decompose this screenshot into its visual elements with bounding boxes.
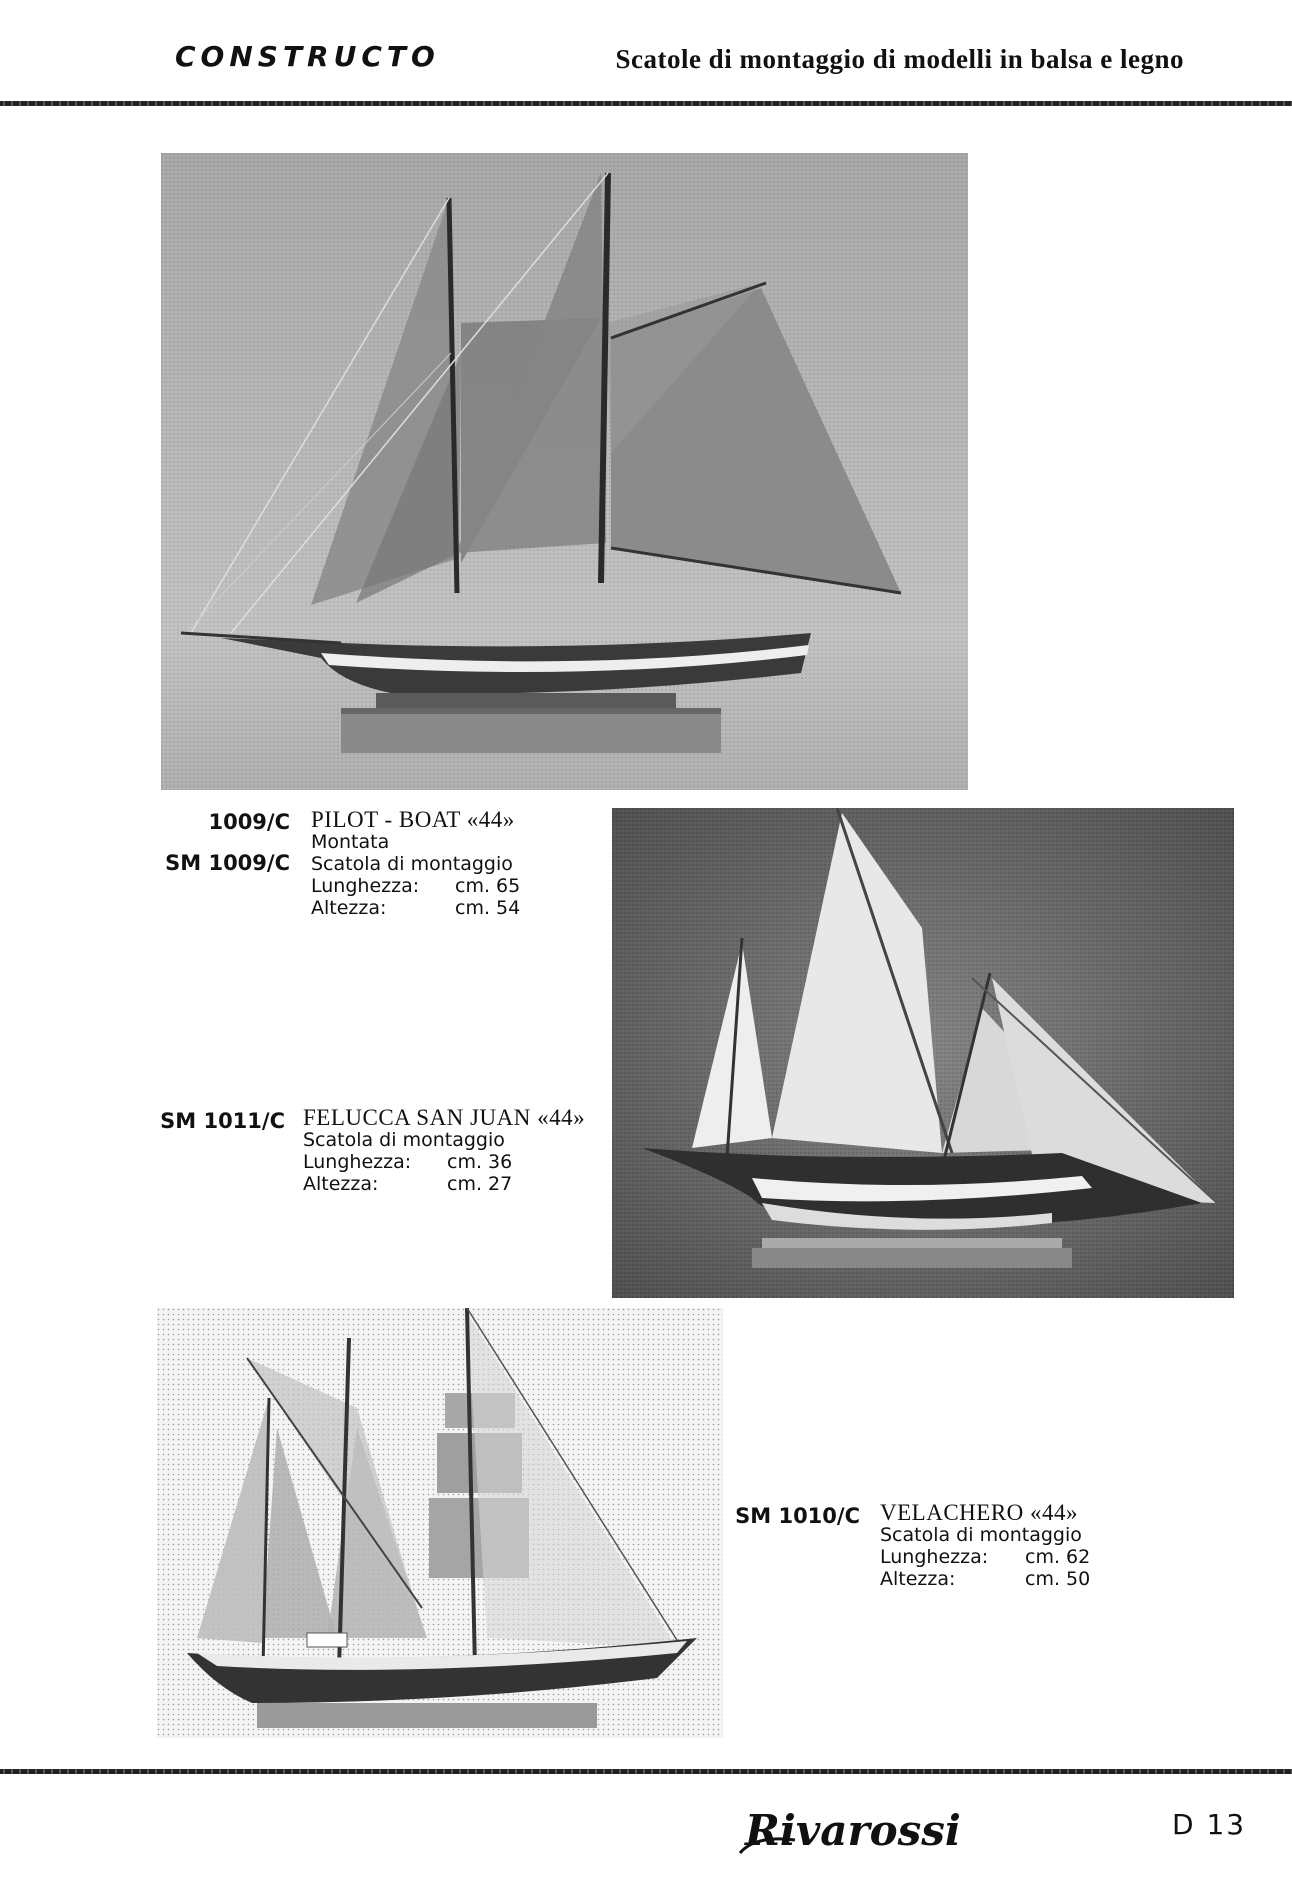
length-label: Lunghezza: — [311, 875, 420, 897]
kit-label: Scatola di montaggio — [311, 853, 513, 875]
product-name: PILOT - BOAT «44» — [311, 807, 515, 832]
product-name: VELACHERO «44» — [880, 1500, 1079, 1525]
kit-label: Scatola di montaggio — [880, 1524, 1082, 1546]
length-label: Lunghezza: — [880, 1546, 989, 1568]
assembled-label: Montata — [311, 831, 390, 853]
product-code: 1009/C — [208, 810, 290, 834]
rivarossi-logo — [735, 1795, 995, 1865]
kit-code: SM 1009/C — [165, 851, 290, 875]
length-value: cm. 62 — [1025, 1546, 1091, 1568]
velachero-photo — [157, 1308, 723, 1738]
bottom-divider — [0, 1769, 1292, 1774]
page-number: D 13 — [1172, 1808, 1247, 1841]
brand-title: CONSTRUCTO — [175, 40, 440, 73]
top-divider — [0, 101, 1292, 106]
pilot-boat-photo — [161, 153, 968, 790]
height-value: cm. 50 — [1025, 1568, 1091, 1590]
page-subtitle: Scatole di montaggio di modelli in balsa e legno — [615, 44, 1184, 74]
height-value: cm. 27 — [447, 1173, 513, 1195]
product-name: FELUCCA SAN JUAN «44» — [303, 1105, 586, 1130]
kit-code: SM 1010/C — [735, 1504, 860, 1528]
logo-text: Rivarossi — [745, 1806, 961, 1855]
kit-label: Scatola di montaggio — [303, 1129, 505, 1151]
height-value: cm. 54 — [455, 897, 521, 919]
height-label: Altezza: — [880, 1568, 956, 1590]
length-value: cm. 36 — [447, 1151, 513, 1173]
length-value: cm. 65 — [455, 875, 521, 897]
height-label: Altezza: — [311, 897, 387, 919]
felucca-photo — [612, 808, 1234, 1298]
kit-code: SM 1011/C — [160, 1109, 285, 1133]
length-label: Lunghezza: — [303, 1151, 412, 1173]
height-label: Altezza: — [303, 1173, 379, 1195]
